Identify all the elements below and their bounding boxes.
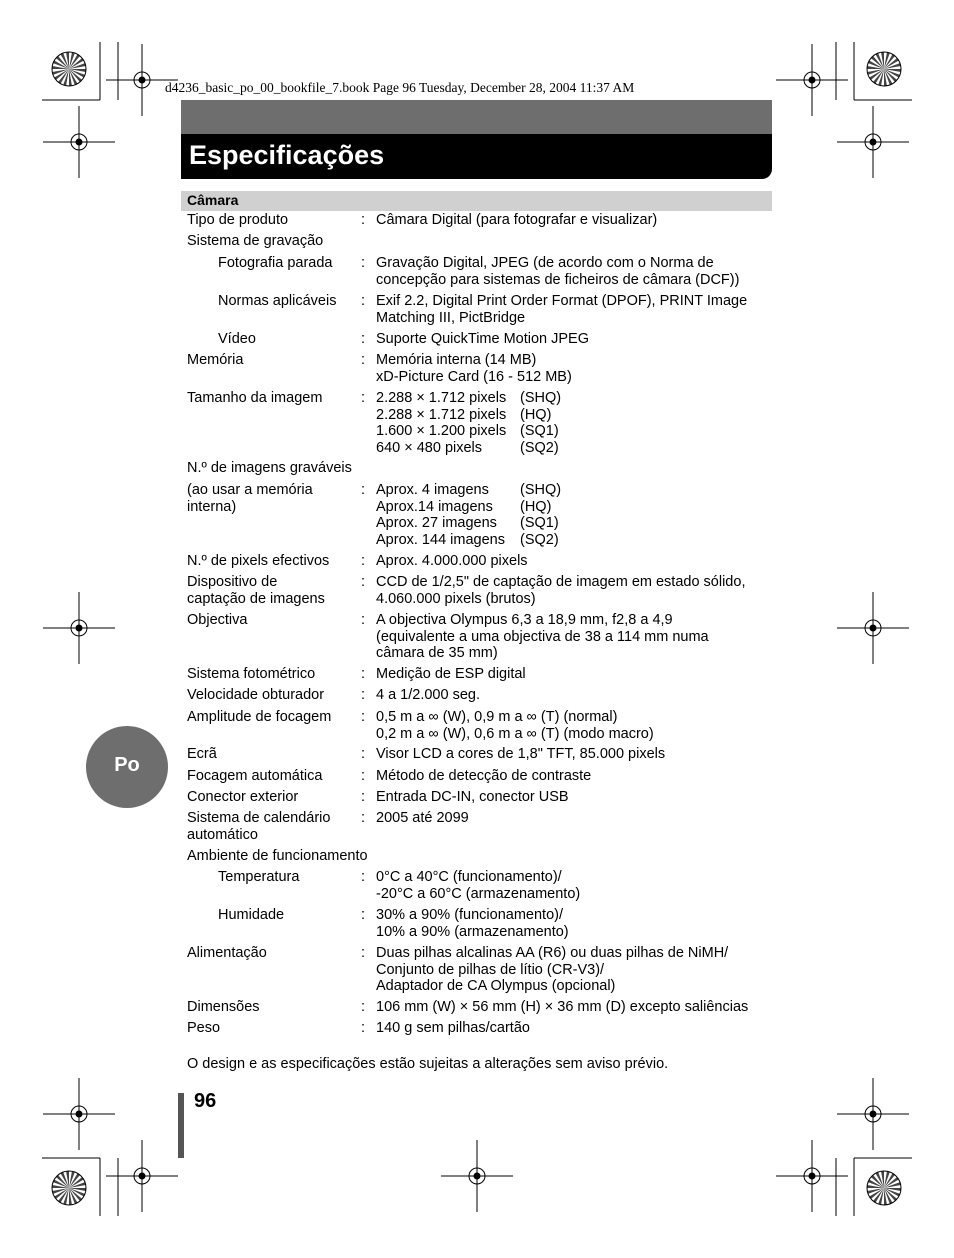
spec-value-line: Memória interna (14 MB) — [376, 352, 537, 368]
spec-label — [187, 482, 313, 515]
spec-label — [187, 768, 322, 785]
footnote: O design e as especificações estão sujeitas a alterações sem aviso prévio. — [187, 1056, 669, 1072]
spec-label — [187, 460, 352, 477]
spec-value-amount: Aprox. 4 imagens — [376, 482, 489, 498]
spec-value — [376, 390, 561, 456]
spec-label — [187, 687, 324, 704]
spec-value-quality: (HQ) — [520, 498, 552, 515]
page-title: Especificações — [189, 140, 385, 170]
spec-value-line — [376, 532, 561, 549]
star-target-icon — [52, 52, 86, 86]
spec-value-amount: Aprox. 27 imagens — [376, 515, 497, 531]
registration-target-icon — [837, 1078, 909, 1150]
spec-value-line — [376, 390, 561, 407]
spec-value-amount: 2.288 × 1.712 pixels — [376, 406, 507, 423]
spec-label-line: Dispositivo de — [187, 574, 278, 590]
spec-value-line: câmara de 35 mm) — [376, 645, 498, 661]
spec-value-line: 4 a 1/2.000 seg. — [376, 687, 480, 703]
spec-value-line: Método de detecção de contraste — [376, 768, 592, 784]
spec-separator: : — [361, 293, 366, 309]
spec-label — [187, 709, 331, 726]
section-title: Câmara — [187, 192, 239, 208]
spec-label-line: Ecrã — [187, 746, 217, 762]
section-bar — [181, 191, 772, 211]
spec-value-line: Exif 2.2, Digital Print Order Format (DPOF), PRINT Image — [376, 293, 748, 309]
spec-value — [376, 553, 528, 570]
spec-label — [187, 848, 368, 865]
spec-label-line: Conector exterior — [187, 789, 299, 805]
spec-separator: : — [361, 709, 366, 725]
spec-value-line: Adaptador de CA Olympus (opcional) — [376, 978, 616, 994]
spec-value-line: -20°C a 60°C (armazenamento) — [376, 885, 581, 902]
spec-label-line: Normas aplicáveis — [218, 293, 337, 309]
spec-value-amount: Aprox. 144 imagens — [376, 531, 505, 548]
spec-value — [376, 212, 657, 229]
spec-separator: : — [361, 746, 366, 762]
spec-value-quality: (SQ1) — [520, 423, 559, 439]
registration-target-icon — [776, 1140, 848, 1212]
spec-separator: : — [361, 255, 366, 271]
spec-label — [187, 352, 243, 369]
spec-label — [187, 574, 325, 607]
spec-label-line: interna) — [187, 498, 237, 515]
spec-label-line: Tamanho da imagem — [187, 390, 323, 406]
page-number: 96 — [194, 1090, 217, 1112]
spec-value — [376, 293, 747, 326]
spec-separator: : — [361, 810, 366, 826]
spec-label — [187, 789, 298, 806]
spec-separator: : — [361, 1020, 366, 1036]
spec-value-line: CCD de 1/2,5" de captação de imagem em estado sólido, — [376, 574, 746, 590]
spec-value-line — [376, 482, 561, 499]
spec-label-line: Temperatura — [218, 869, 300, 885]
registration-target-icon — [43, 592, 115, 664]
spec-separator: : — [361, 999, 366, 1015]
star-target-icon — [52, 1171, 86, 1205]
spec-label — [187, 233, 323, 250]
spec-value-line: 0,2 m a ∞ (W), 0,6 m a ∞ (T) (modo macro) — [376, 725, 654, 742]
spec-value-line: 2005 até 2099 — [376, 810, 469, 826]
spec-value — [376, 666, 526, 683]
spec-value-quality: (SQ2) — [520, 531, 559, 548]
spec-separator: : — [361, 352, 366, 368]
spec-separator: : — [361, 945, 366, 961]
spec-value-quality: (SHQ) — [520, 482, 562, 498]
spec-value-line: 10% a 90% (armazenamento) — [376, 923, 569, 940]
spec-value-line: Suporte QuickTime Motion JPEG — [376, 331, 590, 347]
spec-label-line: Humidade — [218, 907, 285, 923]
spec-value — [376, 352, 572, 385]
spec-value-line — [376, 423, 561, 440]
spec-label-line: Amplitude de focagem — [187, 709, 332, 725]
spec-separator: : — [361, 390, 366, 406]
spec-separator: : — [361, 869, 366, 885]
spec-label — [218, 869, 299, 886]
spec-value — [376, 612, 709, 662]
spec-value-quality: (SQ1) — [520, 515, 559, 531]
spec-label-line: captação de imagens — [187, 590, 325, 607]
spec-label-line: Vídeo — [218, 331, 256, 347]
spec-value-line — [376, 407, 561, 424]
spec-value-line — [376, 515, 561, 532]
spec-separator: : — [361, 553, 366, 569]
spec-value — [376, 768, 591, 785]
spec-label-line: Tipo de produto — [187, 212, 289, 228]
spec-value-line: 30% a 90% (funcionamento)/ — [376, 907, 563, 923]
spec-label — [187, 810, 330, 843]
spec-value — [376, 709, 654, 742]
spec-value-line: Visor LCD a cores de 1,8" TFT, 85.000 pixels — [376, 746, 666, 762]
spec-label-line: Sistema de gravação — [187, 233, 324, 249]
spec-value-amount: 1.600 × 1.200 pixels — [376, 423, 507, 439]
spec-label — [187, 1020, 220, 1037]
spec-label-line: Sistema de calendário — [187, 810, 331, 826]
spec-value-line: xD-Picture Card (16 - 512 MB) — [376, 368, 572, 385]
registration-target-icon — [106, 1140, 178, 1212]
spec-value-line — [376, 499, 561, 516]
spec-value — [376, 999, 748, 1016]
spec-separator: : — [361, 907, 366, 923]
spec-label-line: N.º de pixels efectivos — [187, 553, 330, 569]
spec-label — [187, 999, 260, 1016]
spec-value-line: Conjunto de pilhas de lítio (CR-V3)/ — [376, 961, 605, 978]
spec-separator: : — [361, 482, 366, 498]
spec-value-line: Gravação Digital, JPEG (de acordo com o Norma de — [376, 255, 714, 271]
spec-value — [376, 482, 561, 548]
spec-label-line: Dimensões — [187, 999, 260, 1015]
spec-value — [376, 789, 569, 806]
spec-value-line: Medição de ESP digital — [376, 666, 526, 682]
spec-label — [187, 612, 247, 629]
spec-value-line: Matching III, PictBridge — [376, 309, 526, 326]
star-target-icon — [867, 1171, 901, 1205]
spec-value-amount: Aprox.14 imagens — [376, 498, 493, 515]
spec-label-line: Peso — [187, 1020, 221, 1036]
spec-value-line: 4.060.000 pixels (brutos) — [376, 590, 536, 607]
spec-label — [218, 331, 256, 348]
registration-target-icon — [837, 592, 909, 664]
spec-value-line: 0°C a 40°C (funcionamento)/ — [376, 869, 562, 885]
spec-value-line: A objectiva Olympus 6,3 a 18,9 mm, f2,8 a 4,9 — [376, 612, 673, 628]
spec-label — [218, 255, 332, 272]
spec-value-quality: (SQ2) — [520, 439, 559, 456]
spec-value-line: 0,5 m a ∞ (W), 0,9 m a ∞ (T) (normal) — [376, 709, 618, 725]
spec-value — [376, 255, 739, 288]
spec-label-line: N.º de imagens graváveis — [187, 460, 352, 476]
book-file-info: d4236_basic_po_00_bookfile_7.book Page 96 Tuesday, December 28, 2004 11:37 AM — [165, 80, 635, 95]
spec-value-line: concepção para sistemas de ficheiros de câmara (DCF)) — [376, 271, 740, 288]
spec-value-line — [376, 440, 561, 457]
spec-value-amount: 640 × 480 pixels — [376, 439, 483, 456]
spec-label-line: Fotografia parada — [218, 255, 333, 271]
spec-value-amount: 2.288 × 1.712 pixels — [376, 390, 507, 406]
spec-value — [376, 331, 589, 348]
spec-value — [376, 574, 745, 607]
spec-separator: : — [361, 574, 366, 590]
spec-value-quality: (SHQ) — [520, 390, 562, 406]
spec-value — [376, 945, 728, 995]
spec-label — [218, 907, 284, 924]
spec-label-line: Velocidade obturador — [187, 687, 325, 703]
spec-label-line: Focagem automática — [187, 768, 323, 784]
spec-label — [187, 746, 217, 763]
spec-value — [376, 1020, 530, 1037]
spec-value-line: Entrada DC-IN, conector USB — [376, 789, 569, 805]
spec-separator: : — [361, 612, 366, 628]
spec-value-line: Câmara Digital (para fotografar e visualizar) — [376, 212, 658, 228]
spec-separator: : — [361, 331, 366, 347]
registration-target-icon — [776, 44, 848, 116]
spec-label-line: Objectiva — [187, 612, 248, 628]
spec-separator: : — [361, 687, 366, 703]
spec-separator: : — [361, 789, 366, 805]
spec-label-line: (ao usar a memória — [187, 482, 313, 498]
spec-label — [187, 390, 322, 407]
spec-label — [187, 666, 315, 683]
spec-value-quality: (HQ) — [520, 406, 552, 423]
spec-value-line: 140 g sem pilhas/cartão — [376, 1020, 530, 1036]
spec-label-line: Ambiente de funcionamento — [187, 848, 368, 864]
spec-value — [376, 687, 480, 704]
language-tab-label: Po — [114, 754, 140, 776]
star-target-icon — [867, 52, 901, 86]
registration-target-icon — [43, 1078, 115, 1150]
spec-value — [376, 907, 569, 940]
spec-value — [376, 746, 665, 763]
spec-label — [187, 212, 288, 229]
spec-label-line: Alimentação — [187, 945, 267, 961]
spec-label — [218, 293, 336, 310]
spec-value — [376, 869, 580, 902]
spec-value-line: 106 mm (W) × 56 mm (H) × 36 mm (D) excepto saliências — [376, 999, 749, 1015]
spec-separator: : — [361, 212, 366, 228]
spec-value-line: Duas pilhas alcalinas AA (R6) ou duas pilhas de NiMH/ — [376, 945, 729, 961]
spec-separator: : — [361, 768, 366, 784]
page-bar — [178, 1093, 184, 1158]
registration-target-icon — [43, 106, 115, 178]
registration-target-icon — [441, 1140, 513, 1212]
spec-separator: : — [361, 666, 366, 682]
spec-value — [376, 810, 469, 827]
spec-value-line: (equivalente a uma objectiva de 38 a 114 mm numa — [376, 628, 709, 645]
spec-label-line: Memória — [187, 352, 244, 368]
registration-target-icon — [837, 106, 909, 178]
spec-value-line: Aprox. 4.000.000 pixels — [376, 553, 528, 569]
spec-label-line: automático — [187, 826, 258, 843]
spec-label — [187, 553, 329, 570]
header-band — [181, 100, 772, 134]
spec-label-line: Sistema fotométrico — [187, 666, 316, 682]
spec-label — [187, 945, 267, 962]
